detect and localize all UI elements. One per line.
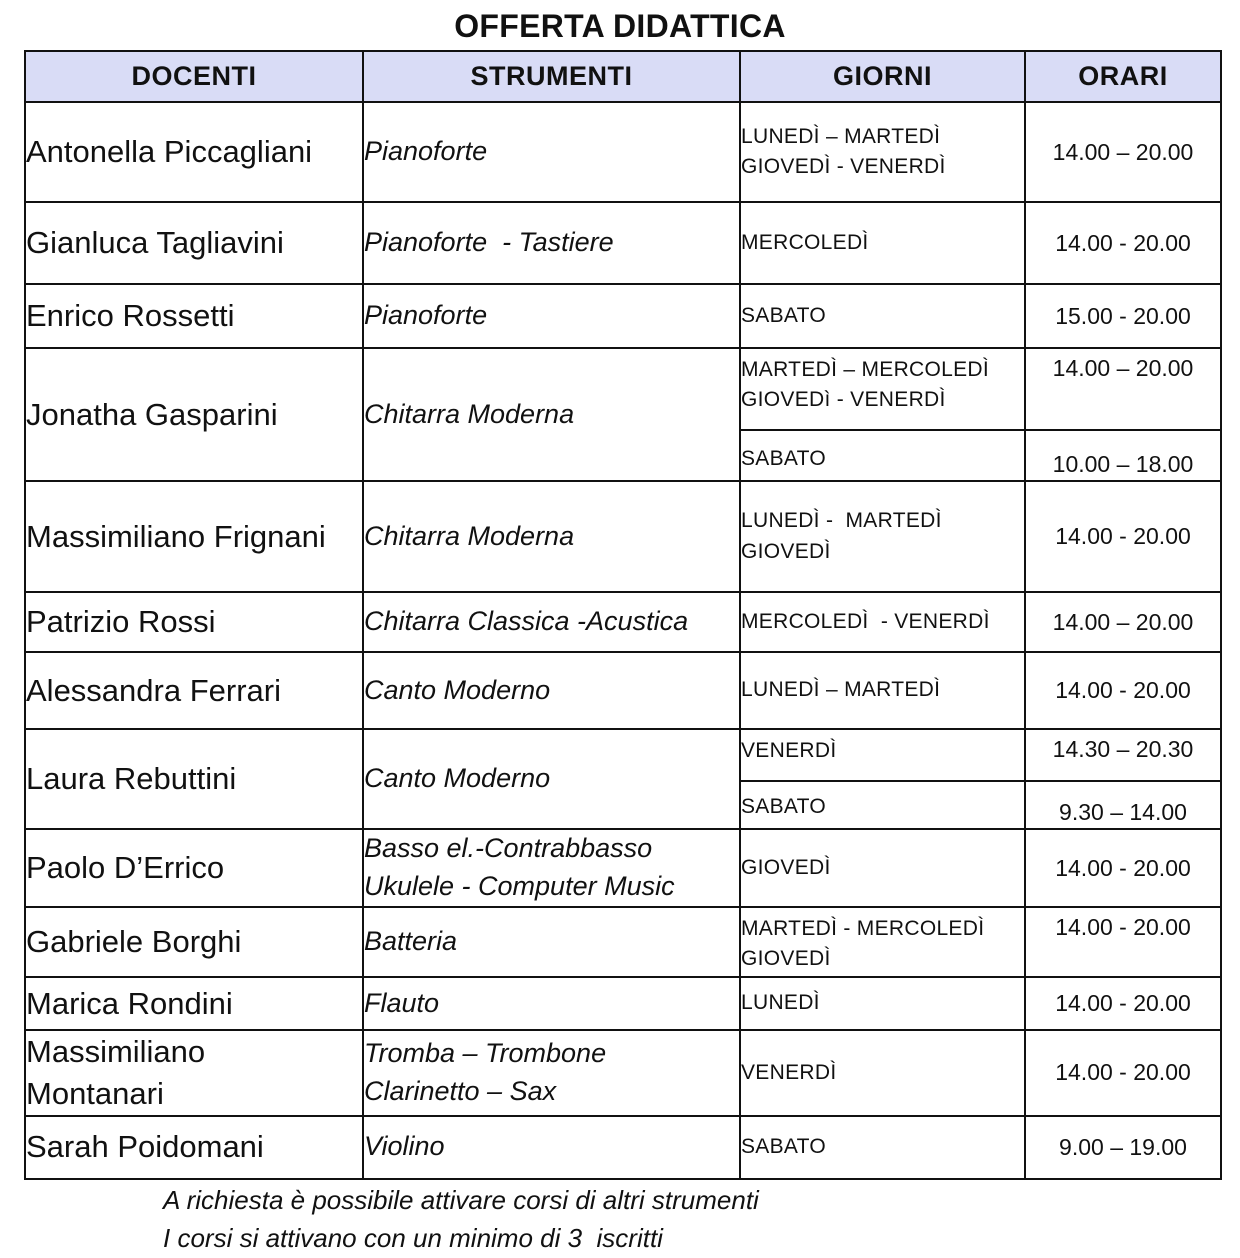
header-giorni: GIORNI (740, 51, 1025, 102)
strumenti-cell (363, 348, 740, 481)
giorni-cell (740, 481, 1025, 592)
docente-line: Alessandra Ferrari (26, 672, 281, 708)
strumenti-cell (363, 592, 740, 652)
schedule-table (24, 50, 1222, 1180)
orari-cell: 14.00 - 20.00 (1025, 977, 1221, 1030)
docente-line: Patrizio Rossi (26, 604, 216, 640)
orari-cell: 14.30 – 20.30 (1025, 729, 1221, 781)
docente-line: Massimiliano (26, 1034, 206, 1069)
docente-line: Gianluca Tagliavini (26, 225, 284, 261)
giorno-line: VENERDÌ (741, 1060, 837, 1084)
table-row (25, 284, 1221, 348)
strumenti-cell (363, 202, 740, 284)
orari-cell: 14.00 – 20.00 (1025, 348, 1221, 430)
giorni-cell (740, 907, 1025, 977)
strumento-line: Batteria (364, 926, 458, 957)
giorno-line: MERCOLEDÌ (741, 230, 869, 254)
giorni-cell (740, 829, 1025, 907)
table-body (25, 102, 1221, 1179)
table-row (25, 829, 1221, 907)
docente-line: Enrico Rossetti (26, 298, 235, 334)
table-row (25, 592, 1221, 652)
table-row (25, 348, 1221, 430)
orari-cell: 14.00 – 20.00 (1025, 592, 1221, 652)
docente-cell (25, 102, 363, 202)
orari-cell: 14.00 - 20.00 (1025, 829, 1221, 907)
orari-cell: 14.00 - 20.00 (1025, 481, 1221, 592)
footer-note: A richiesta è possibile attivare corsi di altri strumenti (163, 1185, 759, 1215)
docente-line: Paolo D’Errico (26, 850, 225, 886)
giorni-cell (740, 1116, 1025, 1179)
strumenti-cell (363, 284, 740, 348)
strumenti-cell (363, 481, 740, 592)
strumento-line: Pianoforte (364, 136, 488, 167)
orari-cell: 14.00 – 20.00 (1025, 102, 1221, 202)
orari-cell: 14.00 - 20.00 (1025, 202, 1221, 284)
strumenti-cell (363, 1116, 740, 1179)
docente-cell (25, 348, 363, 481)
table-row (25, 202, 1221, 284)
table-row (25, 977, 1221, 1030)
giorno-line: GIOVEDÌ - VENERDÌ (741, 155, 946, 178)
table-row (25, 481, 1221, 592)
orari-cell: 14.00 - 20.00 (1025, 1030, 1221, 1116)
strumento-line: Chitarra Moderna (364, 398, 575, 429)
giorno-line: VENERDÌ (741, 739, 837, 762)
giorni-cell (740, 781, 1025, 829)
docente-line: Sarah Poidomani (26, 1129, 264, 1165)
strumenti-cell (363, 652, 740, 729)
giorno-line: GIOVEDì - VENERDÌ (741, 388, 946, 412)
docente-line: Jonatha Gasparini (26, 396, 278, 432)
table-row (25, 907, 1221, 977)
docente-cell (25, 202, 363, 284)
giorno-line: LUNEDÌ - MARTEDÌ (741, 509, 942, 533)
docente-cell (25, 907, 363, 977)
giorni-cell (740, 1030, 1025, 1116)
docente-cell (25, 829, 363, 907)
giorno-line: SABATO (741, 1134, 827, 1158)
table-row (25, 1116, 1221, 1179)
giorni-cell (740, 977, 1025, 1030)
giorno-line: GIOVEDÌ (741, 947, 831, 971)
orari-cell: 9.30 – 14.00 (1025, 781, 1221, 829)
strumenti-cell (363, 907, 740, 977)
giorno-line: GIOVEDÌ (741, 539, 831, 563)
orari-cell: 14.00 - 20.00 (1025, 652, 1221, 729)
docente-line: Montanari (26, 1075, 164, 1111)
giorno-line: LUNEDÌ (741, 991, 820, 1015)
docente-cell (25, 977, 363, 1030)
giorni-cell (740, 102, 1025, 202)
strumenti-cell (363, 729, 740, 829)
header-row (25, 51, 1221, 102)
docente-cell (25, 729, 363, 829)
giorno-line: MARTEDÌ - MERCOLEDÌ (741, 917, 985, 940)
giorni-cell (740, 284, 1025, 348)
footer-note: I corsi si attivano con un minimo di 3 iscritti (163, 1222, 663, 1253)
orari-cell: 15.00 - 20.00 (1025, 284, 1221, 348)
docente-line: Gabriele Borghi (26, 924, 242, 960)
giorni-cell (740, 652, 1025, 729)
footer-notes (163, 1182, 759, 1257)
strumento-line: Ukulele - Computer Music (364, 871, 675, 901)
docente-cell (25, 284, 363, 348)
strumento-line: Pianoforte (364, 300, 488, 331)
strumento-line: Chitarra Moderna (364, 520, 575, 551)
docente-cell (25, 481, 363, 592)
header-orari: ORARI (1025, 51, 1221, 102)
giorno-line: LUNEDÌ – MARTEDÌ (741, 124, 941, 148)
strumento-line: Pianoforte - Tastiere (364, 227, 614, 258)
giorno-line: SABATO (741, 794, 827, 818)
giorni-cell (740, 729, 1025, 781)
strumento-line: Canto Moderno (364, 674, 551, 705)
docente-line: Laura Rebuttini (26, 761, 237, 797)
giorni-cell (740, 202, 1025, 284)
giorno-line: GIOVEDÌ (741, 855, 831, 879)
orari-cell: 9.00 – 19.00 (1025, 1116, 1221, 1179)
strumenti-cell (363, 977, 740, 1030)
strumenti-cell (363, 1030, 740, 1116)
strumento-line: Tromba – Trombone (364, 1038, 607, 1069)
giorni-cell (740, 592, 1025, 652)
header-docenti: DOCENTI (25, 51, 363, 102)
strumento-line: Canto Moderno (364, 763, 551, 794)
giorno-line: MARTEDÌ – MERCOLEDÌ (741, 358, 990, 381)
giorni-cell (740, 430, 1025, 481)
header-strumenti: STRUMENTI (363, 51, 740, 102)
docente-line: Marica Rondini (26, 985, 233, 1021)
docente-cell (25, 1116, 363, 1179)
orari-cell: 10.00 – 18.00 (1025, 430, 1221, 481)
strumenti-cell (363, 102, 740, 202)
strumento-line: Clarinetto – Sax (364, 1075, 557, 1106)
docente-cell (25, 652, 363, 729)
strumento-line: Flauto (364, 987, 440, 1018)
strumenti-cell (363, 829, 740, 907)
strumento-line: Chitarra Classica -Acustica (364, 606, 689, 637)
giorno-line: SABATO (741, 446, 827, 470)
orari-cell: 14.00 - 20.00 (1025, 907, 1221, 977)
strumento-line: Basso el.-Contrabbasso (364, 833, 653, 864)
giorno-line: SABATO (741, 303, 827, 327)
docente-cell (25, 592, 363, 652)
giorno-line: LUNEDÌ – MARTEDÌ (741, 678, 941, 702)
table-row (25, 729, 1221, 781)
giorno-line: MERCOLEDÌ - VENERDÌ (741, 609, 990, 633)
table-row (25, 652, 1221, 729)
giorni-cell (740, 348, 1025, 430)
docente-line: Massimiliano Frignani (26, 518, 326, 554)
docente-cell (25, 1030, 363, 1116)
page-title: OFFERTA DIDATTICA (454, 8, 786, 44)
docente-line: Antonella Piccagliani (26, 134, 313, 170)
strumento-line: Violino (364, 1131, 445, 1162)
table-row (25, 1030, 1221, 1116)
table-row (25, 102, 1221, 202)
